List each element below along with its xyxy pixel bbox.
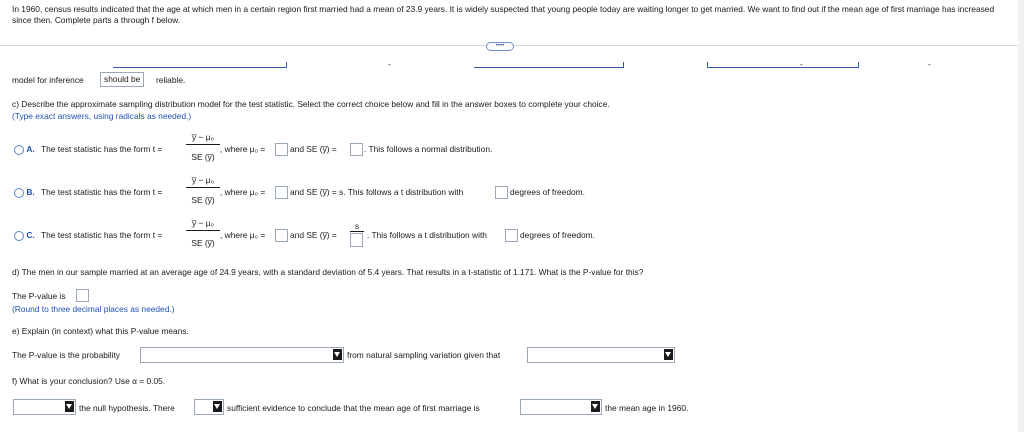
- option-a-fraction-bar: [186, 144, 220, 145]
- part-f-text2: sufficient evidence to conclude that the mean age of first marriage is: [227, 403, 480, 413]
- part-c-hint: (Type exact answers, using radicals as needed.): [12, 111, 192, 121]
- inference-prefix: model for inference: [12, 75, 84, 85]
- option-b-tail: degrees of freedom.: [510, 187, 585, 197]
- option-c-letter: C.: [26, 230, 35, 240]
- option-b-df-input[interactable]: [495, 186, 508, 199]
- dash-mark: -: [388, 59, 391, 69]
- chevron-down-icon: [664, 349, 673, 360]
- part-e-mid: from natural sampling variation given that: [347, 350, 501, 360]
- option-b-numerator: y̅ − μ₀: [191, 175, 215, 185]
- option-c-tail2: degrees of freedom.: [520, 230, 595, 240]
- option-c-se-numerator: s: [354, 221, 360, 231]
- option-c-where: , where μ₀ =: [220, 230, 266, 240]
- option-c[interactable]: [14, 230, 162, 241]
- problem-intro: In 1960, census results indicated that the age at which men in a certain region first married had a mean of 23.9 years. It is widely suspected that young people today are waiting longer to get married. We want to find out if the mean age of first marriage has increased since then. Complete parts a through f below.: [12, 4, 995, 25]
- probability-dropdown[interactable]: [140, 347, 344, 363]
- part-d-hint: (Round to three decimal places as needed.): [12, 304, 175, 314]
- scrollbar-track[interactable]: [1018, 0, 1024, 432]
- option-b-denominator: SE (y̅): [191, 195, 215, 205]
- option-a-denominator: SE (y̅): [191, 152, 215, 162]
- part-c-question: c) Describe the approximate sampling distribution model for the test statistic. Select the correct choice below and fill in the answer boxes to complete your choice.: [12, 99, 610, 109]
- dash-mark: -: [928, 59, 931, 69]
- answer-line: [707, 67, 859, 68]
- option-b-lead: The test statistic has the form t =: [41, 187, 163, 197]
- answer-line-tick: [707, 62, 708, 68]
- expand-button[interactable]: ••••: [486, 42, 514, 51]
- inference-dropdown[interactable]: should be: [100, 72, 144, 87]
- part-f-question: f) What is your conclusion? Use α = 0.05.: [12, 376, 166, 386]
- part-e-question: e) Explain (in context) what this P-value means.: [12, 326, 189, 336]
- comparison-dropdown[interactable]: [520, 399, 602, 415]
- option-c-tail: . This follows a t distribution with: [367, 230, 487, 240]
- option-a-se-input[interactable]: [350, 143, 363, 156]
- evidence-dropdown[interactable]: [194, 399, 224, 415]
- part-e-lead: The P-value is the probability: [12, 350, 120, 360]
- answer-line-tick: [623, 62, 624, 68]
- inference-suffix: reliable.: [156, 75, 186, 85]
- answer-line: [113, 67, 287, 68]
- dash-mark: -: [800, 59, 803, 69]
- answer-line: [474, 67, 624, 68]
- chevron-down-icon: [213, 401, 222, 412]
- option-a[interactable]: [14, 144, 162, 155]
- option-a-where: , where μ₀ =: [220, 144, 266, 154]
- option-b[interactable]: [14, 187, 162, 198]
- given-that-dropdown[interactable]: [527, 347, 675, 363]
- option-c-and: and SE (y̅) =: [290, 230, 337, 240]
- option-b-letter: B.: [26, 187, 35, 197]
- part-d-question: d) The men in our sample married at an average age of 24.9 years, with a standard deviation of 5.4 years. That results in a t-statistic of 1.171. What is the P-value for this?: [12, 267, 644, 277]
- option-a-tail: . This follows a normal distribution.: [364, 144, 493, 154]
- option-c-se-denominator-input[interactable]: [350, 233, 363, 247]
- option-c-denominator: SE (y̅): [191, 238, 215, 248]
- answer-line-tick: [286, 62, 287, 68]
- option-c-fraction-bar: [186, 230, 220, 231]
- option-b-mu0-input[interactable]: [275, 186, 288, 199]
- option-a-lead: The test statistic has the form t =: [41, 144, 163, 154]
- p-value-label: The P-value is: [12, 291, 66, 301]
- part-f-text1: the null hypothesis. There: [79, 403, 175, 413]
- option-b-fraction-bar: [186, 187, 220, 188]
- option-c-lead: The test statistic has the form t =: [41, 230, 163, 240]
- option-c-numerator: y̅ − μ₀: [191, 218, 215, 228]
- option-a-letter: A.: [26, 144, 35, 154]
- option-a-and: and SE (y̅) =: [290, 144, 337, 154]
- option-a-radio[interactable]: [14, 145, 24, 155]
- part-f-text3: the mean age in 1960.: [605, 403, 689, 413]
- option-c-mu0-input[interactable]: [275, 229, 288, 242]
- answer-line-tick: [858, 62, 859, 68]
- chevron-down-icon: [333, 349, 342, 360]
- option-a-mu0-input[interactable]: [275, 143, 288, 156]
- option-c-df-input[interactable]: [505, 229, 518, 242]
- option-c-se-fraction-bar: [350, 231, 364, 232]
- null-hypothesis-dropdown[interactable]: [13, 399, 76, 415]
- option-a-numerator: y̅ − μ₀: [191, 132, 215, 142]
- option-b-radio[interactable]: [14, 188, 24, 198]
- option-b-where: , where μ₀ =: [220, 187, 266, 197]
- option-b-and: and SE (y̅) = s. This follows a t distribution with: [290, 187, 464, 197]
- chevron-down-icon: [591, 401, 600, 412]
- p-value-input[interactable]: [76, 289, 89, 302]
- chevron-down-icon: [65, 401, 74, 412]
- option-c-radio[interactable]: [14, 231, 24, 241]
